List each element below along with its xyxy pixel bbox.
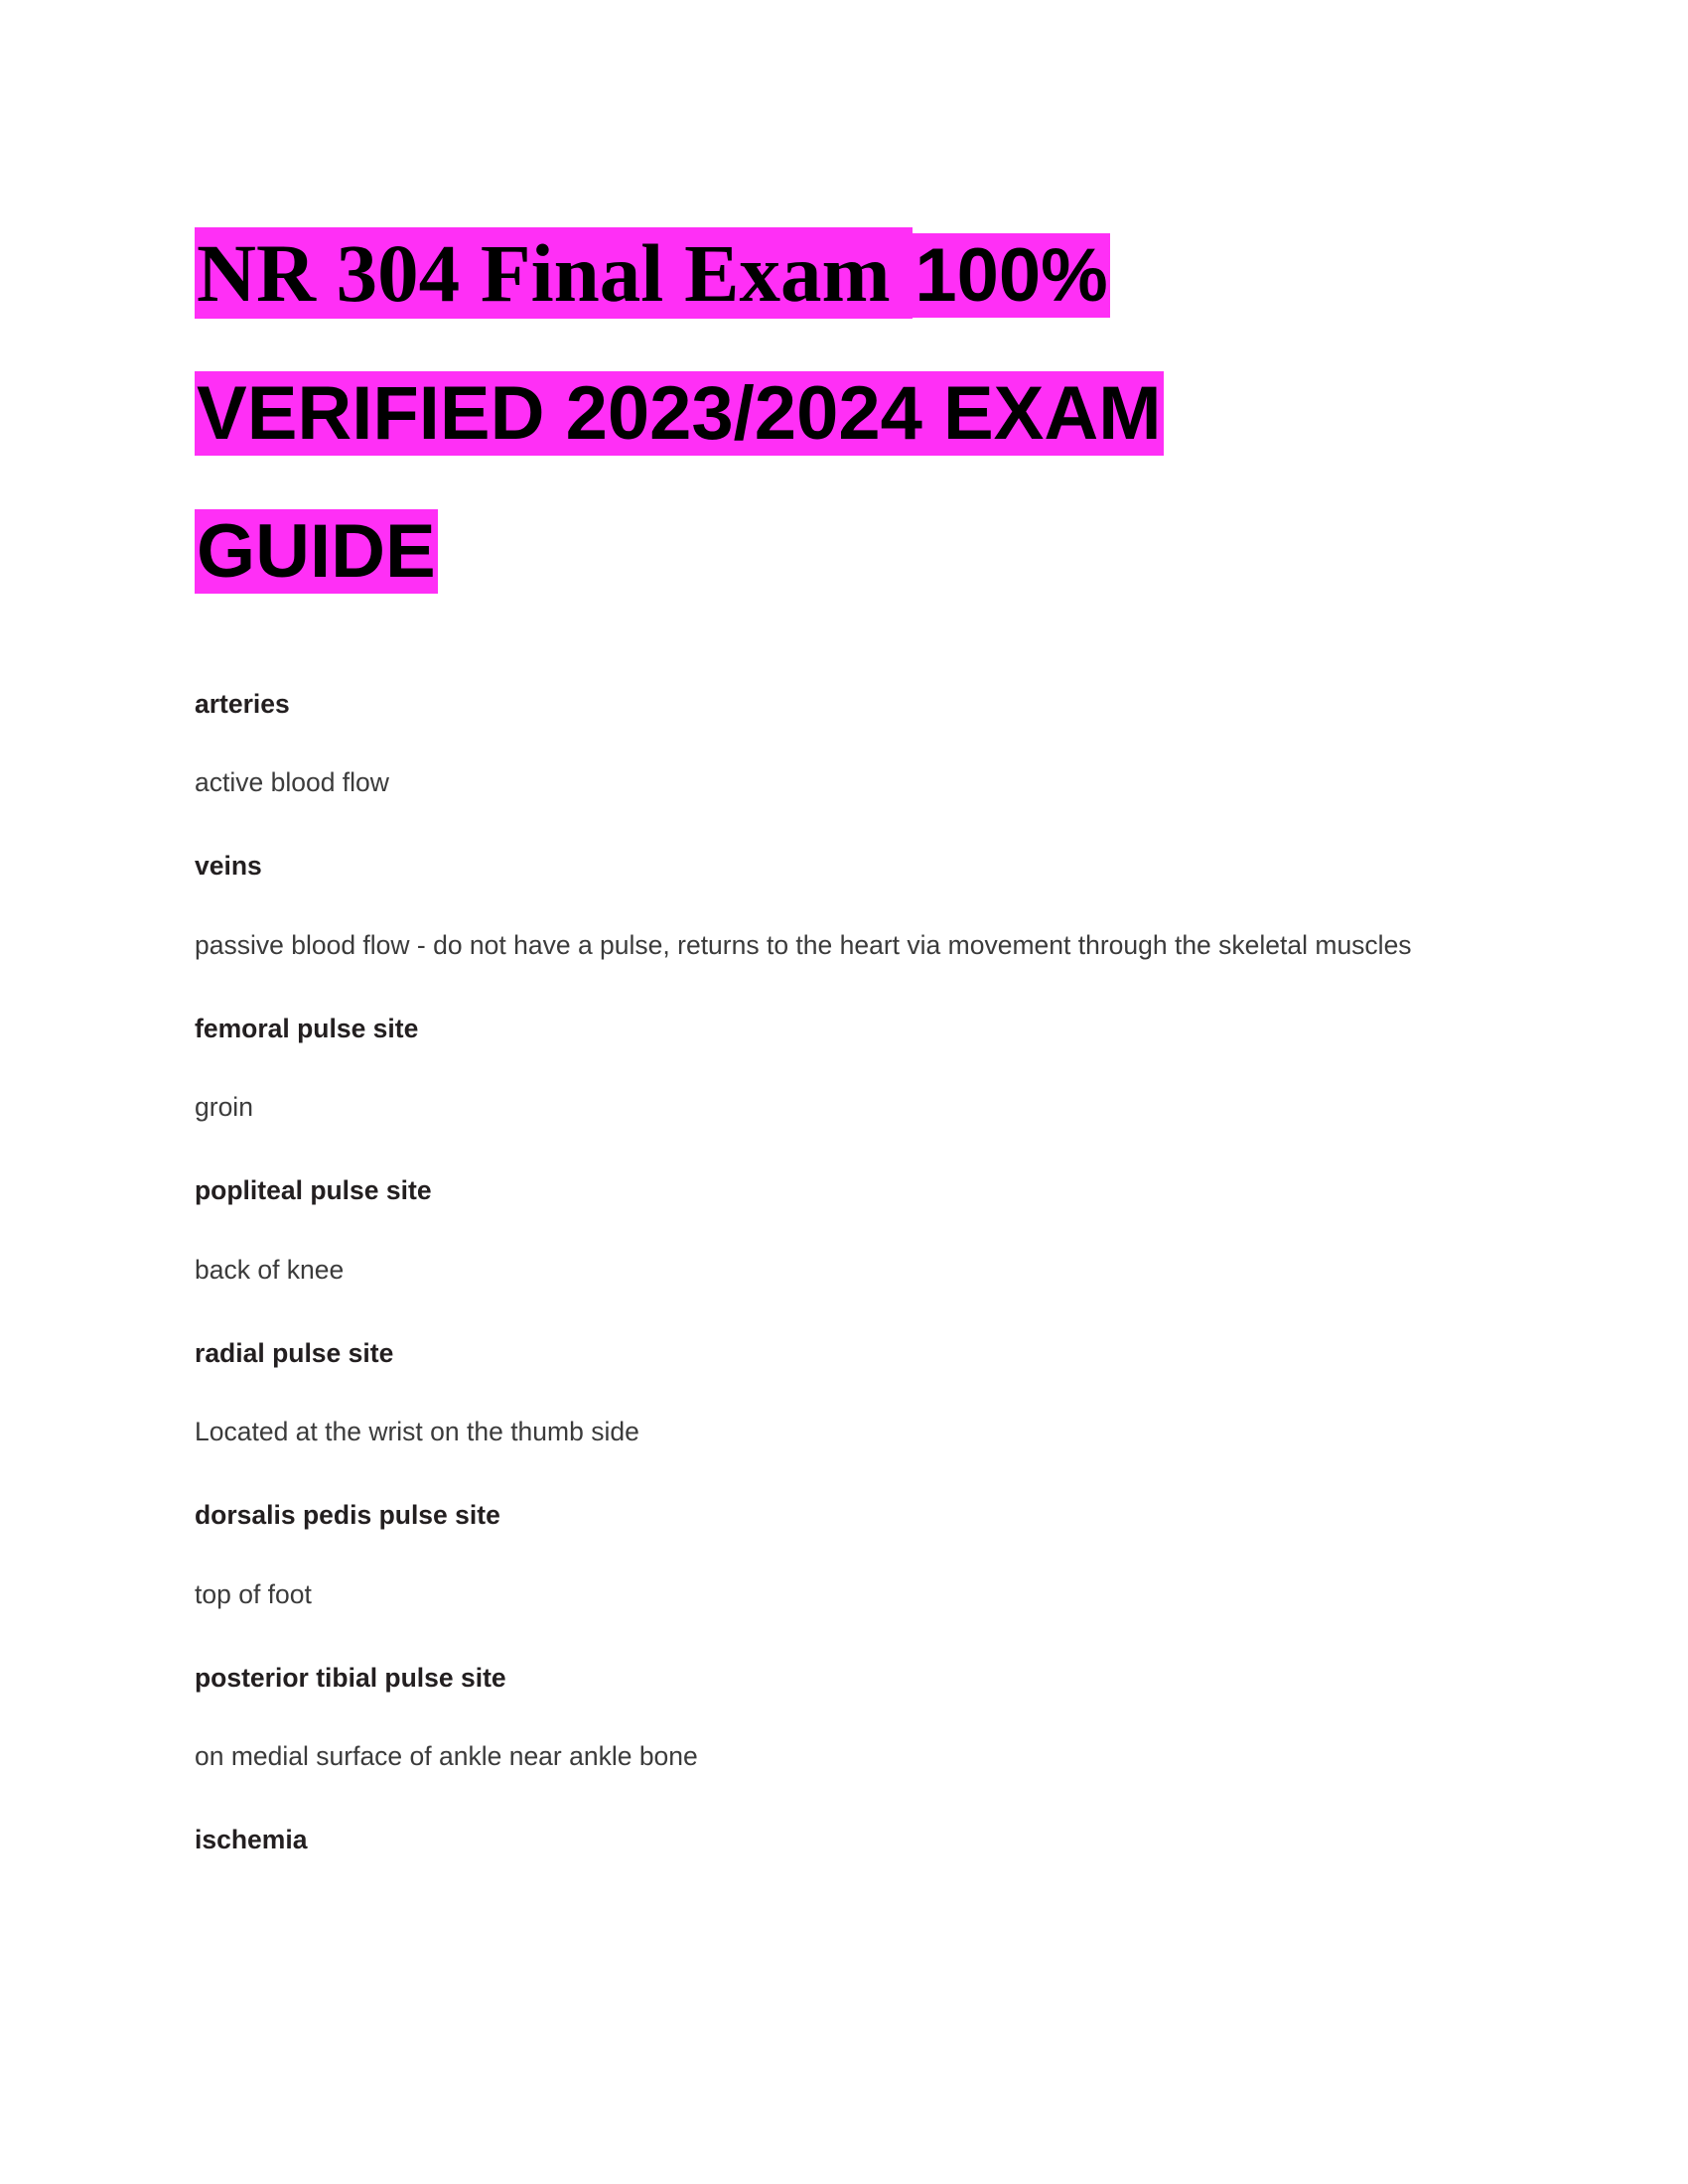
- term-label: posterior tibial pulse site: [195, 1662, 506, 1693]
- term-label: arteries: [195, 689, 290, 719]
- list-item: [195, 847, 1485, 965]
- title-line-1: NR 304 Final Exam: [197, 227, 912, 319]
- list-item: [195, 1010, 1485, 1128]
- list-item: [195, 1496, 1485, 1614]
- list-item: [195, 685, 1485, 803]
- definition-text: on medial surface of ankle near ankle bone: [195, 1741, 698, 1772]
- title-line-3: GUIDE: [197, 509, 436, 594]
- term-label: ischemia: [195, 1825, 308, 1855]
- list-item: [195, 1659, 1485, 1777]
- title-line-1-percent: 100%: [914, 233, 1108, 318]
- definition-text: active blood flow: [195, 767, 389, 798]
- definition-text: passive blood flow - do not have a pulse, returns to the heart via movement through the skeletal muscles: [195, 929, 1412, 960]
- term-label: radial pulse site: [195, 1337, 394, 1368]
- list-item: [195, 1821, 1485, 1858]
- term-label: popliteal pulse site: [195, 1175, 432, 1206]
- term-label: femoral pulse site: [195, 1013, 419, 1043]
- list-item: [195, 1171, 1485, 1290]
- definition-text: groin: [195, 1092, 253, 1123]
- definition-text: top of foot: [195, 1578, 312, 1609]
- list-item: [195, 1334, 1485, 1452]
- document-body: [195, 216, 1485, 1859]
- definition-text: back of knee: [195, 1254, 345, 1285]
- title-line-2: VERIFIED 2023/2024 EXAM: [197, 371, 1162, 456]
- term-label: dorsalis pedis pulse site: [195, 1500, 500, 1531]
- definition-text: Located at the wrist on the thumb side: [195, 1417, 639, 1447]
- page-title: [195, 216, 1485, 633]
- term-label: veins: [195, 851, 262, 882]
